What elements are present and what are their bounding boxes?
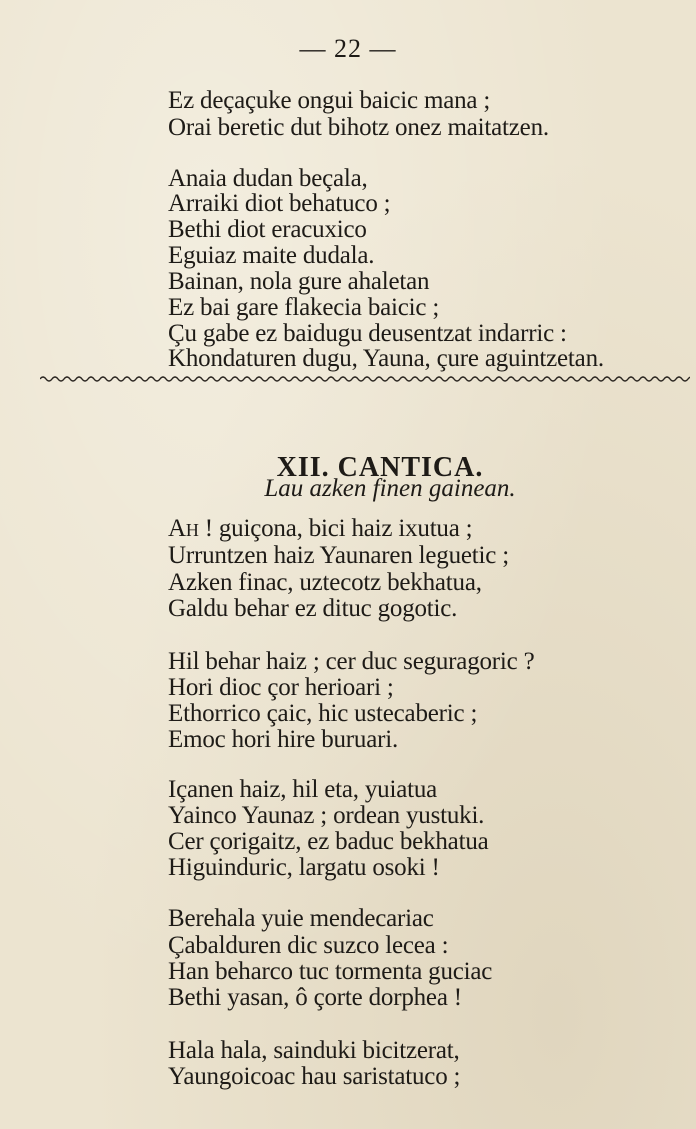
section-subtitle: Lau azken finen gainean. (264, 475, 516, 502)
verse-line: Bethi yasan, ô çorte dorphea ! (168, 984, 462, 1011)
verse-line: Khondaturen dugu, Yauna, çure aguintzetan. (168, 345, 604, 372)
verse-line: Çabalduren dic suzco lecea : (168, 932, 449, 959)
verse-line: Cer çorigaitz, ez baduc bekhatua (168, 828, 489, 855)
verse-line: Orai beretic dut bihotz onez maitatzen. (168, 114, 549, 141)
verse-line: Ez bai gare flakecia baicic ; (168, 294, 440, 321)
verse-line: Azken finac, uztecotz bekhatua, (168, 569, 482, 596)
verse-line: Emoc hori hire buruari. (168, 726, 399, 753)
verse-line: Anaia dudan beçala, (168, 165, 368, 192)
page-number: — 22 — (299, 34, 397, 63)
verse-line: Han beharco tuc tormenta guciac (168, 958, 493, 985)
verse-line: Çu gabe ez baidugu deusentzat indarric : (168, 320, 567, 347)
verse-line: Hala hala, sainduki bicitzerat, (168, 1037, 460, 1064)
verse-line: Içanen haiz, hil eta, yuiatua (168, 776, 438, 803)
verse-line: Ez deçaçuke ongui baicic mana ; (168, 87, 491, 114)
verse-line: Bainan, nola gure ahaletan (168, 268, 430, 295)
verse-line: Ethorrico çaic, hic ustecaberic ; (168, 700, 478, 727)
verse-line: Bethi diot eracuxico (168, 216, 367, 243)
verse-line: Yaungoicoac hau saristatuco ; (168, 1063, 461, 1090)
verse-line: Berehala yuie mendecariac (168, 905, 434, 932)
wavy-divider (40, 374, 690, 384)
verse-line: Higuinduric, largatu osoki ! (168, 854, 440, 881)
verse-line: Eguiaz maite dudala. (168, 242, 375, 269)
verse-line: Galdu behar ez dituc gogotic. (168, 595, 458, 622)
verse-line: Yainco Yaunaz ; ordean yustuki. (168, 802, 485, 829)
verse-line: Hori dioc çor herioari ; (168, 674, 394, 701)
verse-line: Hil behar haiz ; cer duc seguragoric ? (168, 648, 535, 675)
verse-line: Arraiki diot behatuco ; (168, 190, 391, 217)
verse-line: Ah ! guiçona, bici haiz ixutua ; (168, 515, 473, 542)
verse-line: Urruntzen haiz Yaunaren leguetic ; (168, 542, 509, 569)
section-title: XII. CANTICA. (276, 452, 484, 483)
